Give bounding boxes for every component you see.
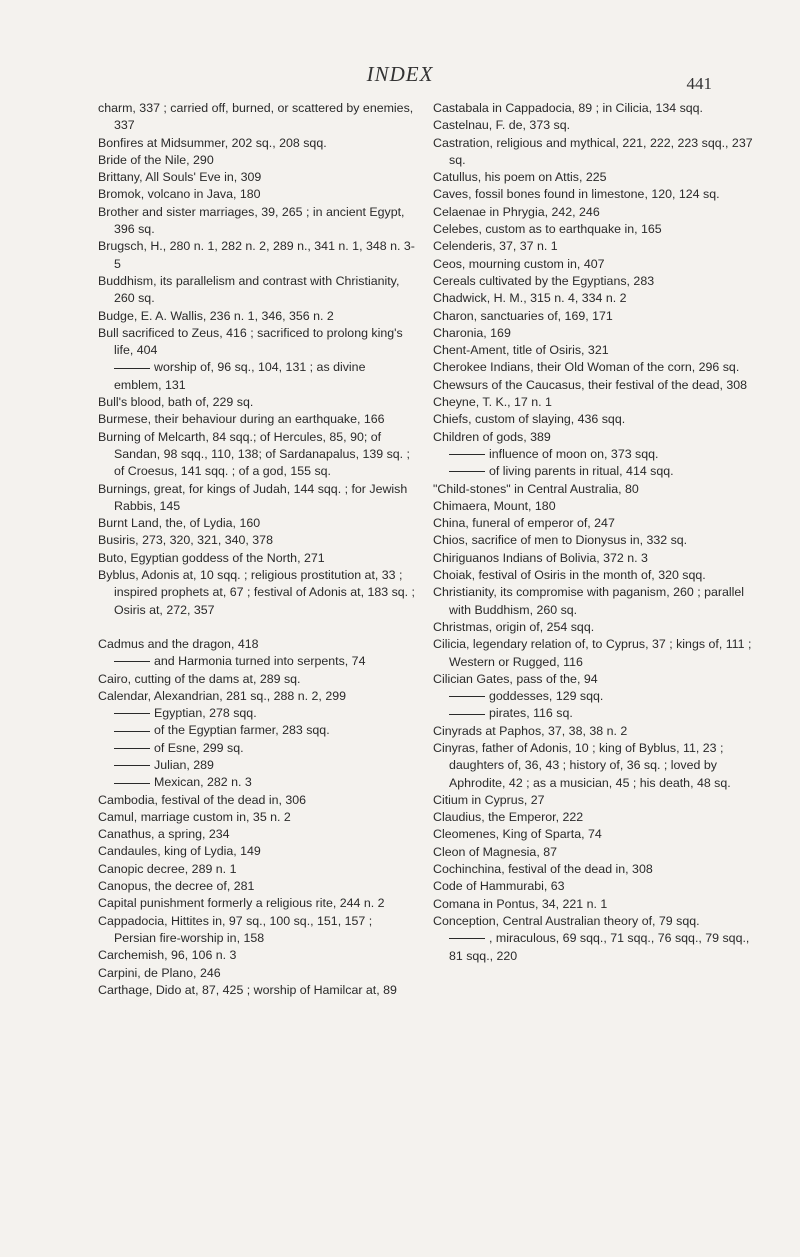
index-subentry [433, 688, 753, 705]
page-number: 441 [686, 74, 712, 93]
entry-text: Cereals cultivated by the Egyptians, 283 [433, 273, 655, 288]
entry-text: Cappadocia, Hittites in, 97 sq., 100 sq., 151, 157 ; Persian fire-worship in, 158 [98, 913, 373, 945]
entry-text: Chiriguanos Indians of Bolivia, 372 n. 3 [433, 550, 648, 565]
entry-text: Code of Hammurabi, 63 [433, 879, 565, 894]
index-entry [98, 878, 416, 895]
entry-text: of living parents in ritual, 414 sqq. [489, 464, 674, 479]
index-entry [433, 377, 753, 394]
repeat-dash [449, 696, 485, 697]
index-entry [433, 636, 753, 671]
index-entry [98, 792, 416, 809]
entry-text: Budge, E. A. Wallis, 236 n. 1, 346, 356 n. 2 [98, 308, 334, 323]
index-entry [433, 515, 753, 532]
entry-text: charm, 337 ; carried off, burned, or scattered by enemies, 337 [98, 101, 414, 133]
index-entry [433, 550, 753, 567]
index-entry [433, 567, 753, 584]
entry-text: Brittany, All Souls' Eve in, 309 [98, 170, 262, 185]
entry-text: goddesses, 129 sqq. [489, 689, 604, 704]
entry-text: Chewsurs of the Caucasus, their festival of the dead, 308 [433, 377, 748, 392]
entry-text: Cilicia, legendary relation of, to Cyprus, 37 ; kings of, 111 ; Western or Rugged, 116 [433, 637, 752, 669]
repeat-dash [449, 454, 485, 455]
entry-text: Bull sacrificed to Zeus, 416 ; sacrificed to prolong king's life, 404 [98, 325, 403, 358]
entry-text: Chios, sacrifice of men to Dionysus in, 332 sq. [433, 533, 688, 548]
index-entry [433, 809, 753, 826]
index-entry [98, 532, 416, 549]
index-entry [98, 671, 416, 688]
index-entry [98, 394, 416, 411]
entry-text: , miraculous, 69 sqq., 71 sqq., 76 sqq., 79 sqq., 81 sqq., 220 [449, 931, 750, 963]
index-entry [433, 273, 753, 290]
index-entry [433, 896, 753, 913]
index-subentry [98, 757, 416, 774]
index-entry [433, 117, 753, 134]
entry-text: Egyptian, 278 sqq. [154, 706, 257, 721]
index-entry [98, 567, 416, 619]
entry-text: Celaenae in Phrygia, 242, 246 [433, 204, 600, 219]
index-entry [98, 481, 416, 516]
entry-text: Ceos, mourning custom in, 407 [433, 256, 605, 271]
repeat-dash [449, 714, 485, 715]
index-subentry [98, 722, 416, 739]
repeat-dash [114, 748, 150, 749]
index-entry [433, 584, 753, 619]
index-column-right [433, 100, 753, 965]
entry-text: Julian, 289 [154, 757, 214, 772]
entry-text: Castelnau, F. de, 373 sq. [433, 118, 571, 133]
entry-text: Cleomenes, King of Sparta, 74 [433, 827, 602, 842]
entry-text: Bull's blood, bath of, 229 sq. [98, 395, 254, 410]
index-entry [98, 982, 416, 999]
index-entry [433, 325, 753, 342]
entry-text: and Harmonia turned into serpents, 74 [154, 654, 366, 669]
index-subentry [98, 653, 416, 670]
index-entry [433, 411, 753, 428]
entry-text: Busiris, 273, 320, 321, 340, 378 [98, 533, 273, 548]
entry-text: Comana in Pontus, 34, 221 n. 1 [433, 896, 608, 911]
entry-text: Mexican, 282 n. 3 [154, 775, 252, 790]
index-entry [98, 965, 416, 982]
repeat-dash [449, 471, 485, 472]
index-entry [433, 135, 753, 170]
index-entry [433, 619, 753, 636]
index-entry [433, 394, 753, 411]
section-gap [98, 619, 416, 636]
index-subentry [98, 705, 416, 722]
entry-text: Canopus, the decree of, 281 [98, 879, 255, 894]
index-entry [98, 325, 416, 360]
index-entry [98, 809, 416, 826]
repeat-dash [449, 938, 485, 939]
entry-text: Buddhism, its parallelism and contrast with Christianity, 260 sq. [98, 273, 400, 306]
index-entry [98, 861, 416, 878]
index-entry [98, 204, 416, 239]
index-entry [98, 411, 416, 428]
index-subentry [433, 446, 753, 463]
index-entry [98, 515, 416, 532]
entry-text: Claudius, the Emperor, 222 [433, 810, 584, 825]
entry-text: of Esne, 299 sq. [154, 740, 244, 755]
index-entry [433, 740, 753, 792]
index-entry [433, 256, 753, 273]
entry-text: China, funeral of emperor of, 247 [433, 516, 615, 531]
entry-text: Caves, fossil bones found in limestone, 120, 124 sq. [433, 187, 720, 202]
index-entry [98, 826, 416, 843]
index-entry [98, 550, 416, 567]
index-entry [433, 359, 753, 376]
entry-text: Castration, religious and mythical, 221, 222, 223 sqq., 237 sq. [433, 135, 753, 167]
entry-text: Cheyne, T. K., 17 n. 1 [433, 395, 552, 410]
index-subentry [433, 930, 753, 965]
entry-text: Charon, sanctuaries of, 169, 171 [433, 308, 613, 323]
index-entry [433, 481, 753, 498]
index-entry [433, 100, 753, 117]
index-entry [98, 843, 416, 860]
index-entry [433, 498, 753, 515]
entry-text: Cochinchina, festival of the dead in, 308 [433, 862, 653, 877]
index-entry [433, 169, 753, 186]
entry-text: worship of, 96 sq., 104, 131 ; as divine emblem, 131 [114, 360, 366, 392]
running-title: INDEX [366, 62, 434, 86]
index-subentry [433, 463, 753, 480]
entry-text: Canathus, a spring, 234 [98, 827, 230, 842]
index-entry [433, 861, 753, 878]
index-entry [98, 947, 416, 964]
entry-text: Carpini, de Plano, 246 [98, 965, 221, 980]
entry-text: Bromok, volcano in Java, 180 [98, 187, 261, 202]
entry-text: Carchemish, 96, 106 n. 3 [98, 948, 237, 963]
repeat-dash [114, 713, 150, 714]
entry-text: Cinyras, father of Adonis, 10 ; king of Byblus, 11, 23 ; daughters of, 36, 43 ; history of, 36 sq. ; loved by Aphrodite, 42 ; as a musician, 45 ; his death, 48 sq. [433, 740, 731, 790]
index-entry [98, 913, 416, 948]
entry-text: Chimaera, Mount, 180 [433, 498, 556, 513]
repeat-dash [114, 783, 150, 784]
index-subentry [98, 740, 416, 757]
index-subentry [433, 705, 753, 722]
entry-text: Camul, marriage custom in, 35 n. 2 [98, 809, 291, 824]
index-entry [433, 913, 753, 930]
entry-text: Catullus, his poem on Attis, 225 [433, 170, 607, 185]
repeat-dash [114, 368, 150, 369]
index-entry [433, 878, 753, 895]
entry-text: Burnings, great, for kings of Judah, 144 sqq. ; for Jewish Rabbis, 145 [98, 481, 408, 513]
index-entry [98, 100, 416, 135]
index-column-left [98, 100, 416, 999]
entry-text: Candaules, king of Lydia, 149 [98, 844, 261, 859]
entry-text: of the Egyptian farmer, 283 sqq. [154, 723, 330, 738]
entry-text: Brother and sister marriages, 39, 265 ; in ancient Egypt, 396 sq. [98, 204, 405, 237]
entry-text: Cilician Gates, pass of the, 94 [433, 671, 598, 686]
index-subentry [98, 774, 416, 791]
index-entry [433, 342, 753, 359]
entry-text: Citium in Cyprus, 27 [433, 792, 545, 807]
index-entry [433, 723, 753, 740]
entry-text: Charonia, 169 [433, 325, 511, 340]
index-entry [433, 308, 753, 325]
entry-text: pirates, 116 sq. [489, 706, 573, 721]
entry-text: Chent-Ament, title of Osiris, 321 [433, 343, 609, 358]
page-header [0, 62, 800, 92]
entry-text: Bonfires at Midsummer, 202 sq., 208 sqq. [98, 135, 327, 150]
entry-text: Cherokee Indians, their Old Woman of the corn, 296 sq. [433, 360, 740, 375]
entry-text: Castabala in Cappadocia, 89 ; in Cilicia, 134 sqq. [433, 101, 704, 115]
entry-text: Cadmus and the dragon, 418 [98, 636, 259, 651]
entry-text: Children of gods, 389 [433, 429, 551, 444]
index-entry [98, 308, 416, 325]
entry-text: Conception, Central Australian theory of, 79 sqq. [433, 913, 700, 928]
index-entry [98, 186, 416, 203]
entry-text: Cairo, cutting of the dams at, 289 sq. [98, 671, 301, 686]
index-entry [433, 204, 753, 221]
index-entry [98, 895, 416, 912]
entry-text: Byblus, Adonis at, 10 sqq. ; religious prostitution at, 33 ; inspired prophets at, 67 ; festival of Adonis at, 183 sq. ; Osiris at, 272, 357 [98, 568, 415, 617]
index-entry [433, 532, 753, 549]
entry-text: Cleon of Magnesia, 87 [433, 844, 557, 859]
entry-text: Choiak, festival of Osiris in the month of, 320 sqq. [433, 568, 706, 583]
index-entry [433, 792, 753, 809]
entry-text: Brugsch, H., 280 n. 1, 282 n. 2, 289 n., 341 n. 1, 348 n. 3-5 [98, 239, 415, 271]
entry-text: Canopic decree, 289 n. 1 [98, 861, 237, 876]
index-entry [433, 238, 753, 255]
entry-text: Cambodia, festival of the dead in, 306 [98, 792, 307, 807]
entry-text: Christmas, origin of, 254 sqq. [433, 619, 595, 634]
entry-text: Chadwick, H. M., 315 n. 4, 334 n. 2 [433, 291, 627, 306]
entry-text: "Child-stones" in Central Australia, 80 [433, 481, 639, 496]
entry-text: Burning of Melcarth, 84 sqq.; of Hercules, 85, 90; of Sandan, 98 sqq., 110, 138; of Sardanapalus, 139 sq. ; of Croesus, 141 sqq. ; of a god, 155 sq. [98, 429, 410, 479]
entry-text: Capital punishment formerly a religious rite, 244 n. 2 [98, 896, 385, 911]
entry-text: Burnt Land, the, of Lydia, 160 [98, 516, 261, 531]
entry-text: Cinyrads at Paphos, 37, 38, 38 n. 2 [433, 723, 628, 738]
entry-text: Christianity, its compromise with paganism, 260 ; parallel with Buddhism, 260 sq. [433, 585, 745, 617]
index-entry [98, 636, 416, 653]
index-entry [98, 169, 416, 186]
index-subentry [98, 359, 416, 394]
repeat-dash [114, 765, 150, 766]
repeat-dash [114, 661, 150, 662]
index-entry [433, 844, 753, 861]
entry-text: Carthage, Dido at, 87, 425 ; worship of Hamilcar at, 89 [98, 982, 397, 997]
entry-text: Bride of the Nile, 290 [98, 152, 214, 167]
index-entry [433, 429, 753, 446]
index-entry [98, 152, 416, 169]
index-entry [433, 671, 753, 688]
index-entry [98, 429, 416, 481]
index-entry [98, 688, 416, 705]
entry-text: influence of moon on, 373 sqq. [489, 446, 659, 461]
index-entry [433, 290, 753, 307]
entry-text: Burmese, their behaviour during an earthquake, 166 [98, 412, 385, 427]
index-entry [98, 135, 416, 152]
index-entry [98, 273, 416, 308]
index-entry [433, 826, 753, 843]
entry-text: Calendar, Alexandrian, 281 sq., 288 n. 2, 299 [98, 688, 346, 703]
index-entry [433, 221, 753, 238]
entry-text: Chiefs, custom of slaying, 436 sqq. [433, 412, 626, 427]
index-entry [98, 238, 416, 273]
index-entry [433, 186, 753, 203]
entry-text: Celebes, custom as to earthquake in, 165 [433, 222, 662, 237]
entry-text: Celenderis, 37, 37 n. 1 [433, 239, 558, 254]
entry-text: Buto, Egyptian goddess of the North, 271 [98, 550, 325, 565]
repeat-dash [114, 731, 150, 732]
